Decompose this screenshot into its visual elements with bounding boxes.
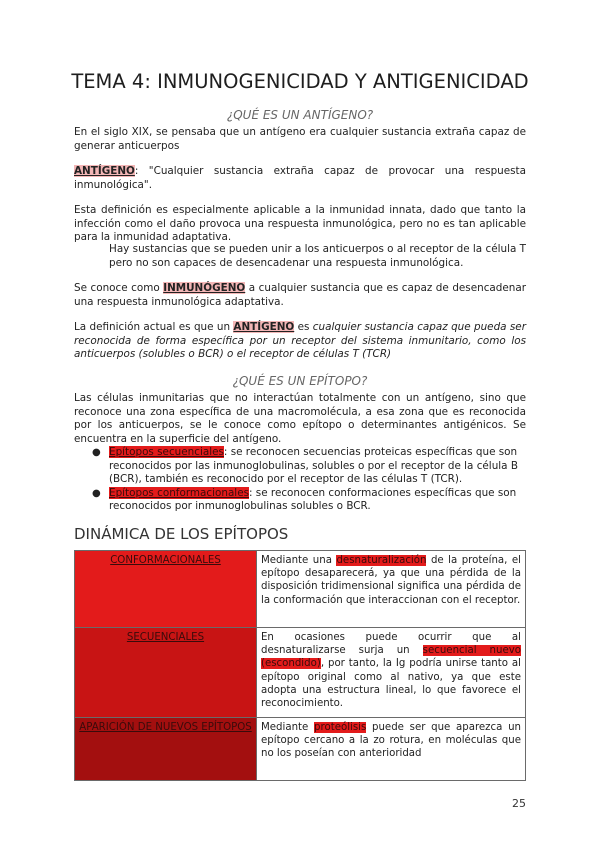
- paragraph-celulas-inmunitarias: Las células inmunitarias que no interactúan totalmente con un antígeno, sino que reconoce una zona específica de una macromolécula, a esa zona que es reconocida por los anticuerpos, se le conoce como epítopo o determinantes antigénicos. Se encuentra en la superficie del antígeno.: [74, 392, 526, 445]
- text: , por tanto, la Ig podría unirse tanto al epítopo original como al nativo, ya que este adopta una estructura lineal, lo que favorece el reconocimiento.: [261, 658, 521, 710]
- text: La definición actual es que un: [74, 321, 234, 333]
- row-text: [257, 628, 526, 718]
- paragraph-siglo-xix: En el siglo XIX, se pensaba que un antígeno era cualquier sustancia extraña capaz de generar anticuerpos: [74, 126, 526, 152]
- text: de la proteína, el epítopo desaparecerá, ya que una pérdida de la disposición tridimensional significa una pérdida de la conformación que interaccionan con el receptor.: [261, 555, 521, 606]
- term-antigeno-2: ANTÍGENO: [233, 321, 295, 333]
- table-row: [75, 628, 526, 718]
- paragraph-antigeno-definition: [74, 165, 526, 192]
- text: En ocasiones puede ocurrir que al desnaturalizarse surja un: [261, 632, 521, 657]
- table-row: [75, 718, 526, 781]
- definition-text: : "Cualquier sustancia extraña capaz de provocar una respuesta inmunológica".: [74, 165, 526, 191]
- row-label-aparicion: APARICIÓN DE NUEVOS EPÍTOPOS: [75, 718, 257, 781]
- text: puede ser que aparezca un epítopo cercano a la zo rotura, en moléculas que no los poseían con anterioridad: [261, 722, 521, 760]
- row-text: [257, 718, 526, 781]
- page-title: TEMA 4: INMUNOGENICIDAD Y ANTIGENICIDAD: [71, 70, 529, 93]
- list-item: [74, 487, 526, 514]
- dynamics-table: [74, 550, 526, 781]
- term-antigeno: ANTÍGENO: [74, 165, 135, 177]
- text: a cualquier sustancia que es capaz de desencadenar una respuesta inmunológica adaptativa.: [74, 282, 526, 308]
- highlight-mark: proteólisis: [314, 722, 367, 733]
- italic-definition: cualquier sustancia capaz que pueda ser reconocida de forma específica por un receptor del sistema inmunitario, como los anticuerpos (solubles o BCR) o el receptor de células T (TCR): [74, 321, 526, 360]
- row-label-secuenciales: SECUENCIALES: [75, 628, 257, 718]
- paragraph-inmunogeno: [74, 282, 526, 309]
- text: Mediante: [261, 722, 315, 733]
- term-conformacionales: Epítopos conformacionales: [109, 486, 249, 499]
- paragraph-definicion-actual: [74, 321, 526, 362]
- paragraph-inmunidad-innata: Esta definición es especialmente aplicable a la inmunidad innata, dado que tanto la infección como el daño provoca una respuesta inmunológica, pero no es tan aplicable para la inmunidad adaptativa.: [74, 204, 526, 243]
- section-heading-dinamica: DINÁMICA DE LOS EPÍTOPOS: [74, 525, 289, 543]
- row-label-conformacionales: CONFORMACIONALES: [75, 551, 257, 628]
- epitope-bullet-list: [74, 446, 526, 514]
- bullet-icon: ●: [92, 447, 101, 458]
- text: Se conoce como: [74, 282, 164, 294]
- section-heading-antigeno: ¿QUÉ ES UN ANTÍGENO?: [226, 108, 374, 122]
- text: : se reconocen conformaciones específicas que son reconocidos por inmunoglobulinas solubles o BCR.: [109, 486, 517, 512]
- term-inmunogeno: INMUNÓGENO: [163, 282, 246, 294]
- row-text: [257, 551, 526, 628]
- section-heading-epitopo: ¿QUÉ ES UN EPÍTOPO?: [232, 374, 368, 388]
- text: Mediante una: [261, 555, 337, 566]
- paragraph-sustancias: Hay sustancias que se pueden unir a los anticuerpos o al receptor de la célula T pero no son capaces de desencadenar una respuesta inmunológica.: [109, 243, 526, 269]
- highlight-mark: secuencial nuevo (escondido): [261, 645, 522, 670]
- table-row: [75, 551, 526, 628]
- list-item: [74, 446, 526, 487]
- bullet-icon: ●: [92, 487, 101, 499]
- text: es: [294, 321, 313, 333]
- page-number: 25: [512, 797, 526, 810]
- text: : se reconocen secuencias proteicas específicas que son reconocidos por las inmunoglobulinas, solubles o por el receptor de la célula B (BCR), también es reconocido por el receptor de las células T (TCR).: [109, 446, 518, 485]
- highlight-mark: desnaturalización: [336, 555, 427, 566]
- term-secuenciales: Epítopos secuenciales: [109, 446, 224, 458]
